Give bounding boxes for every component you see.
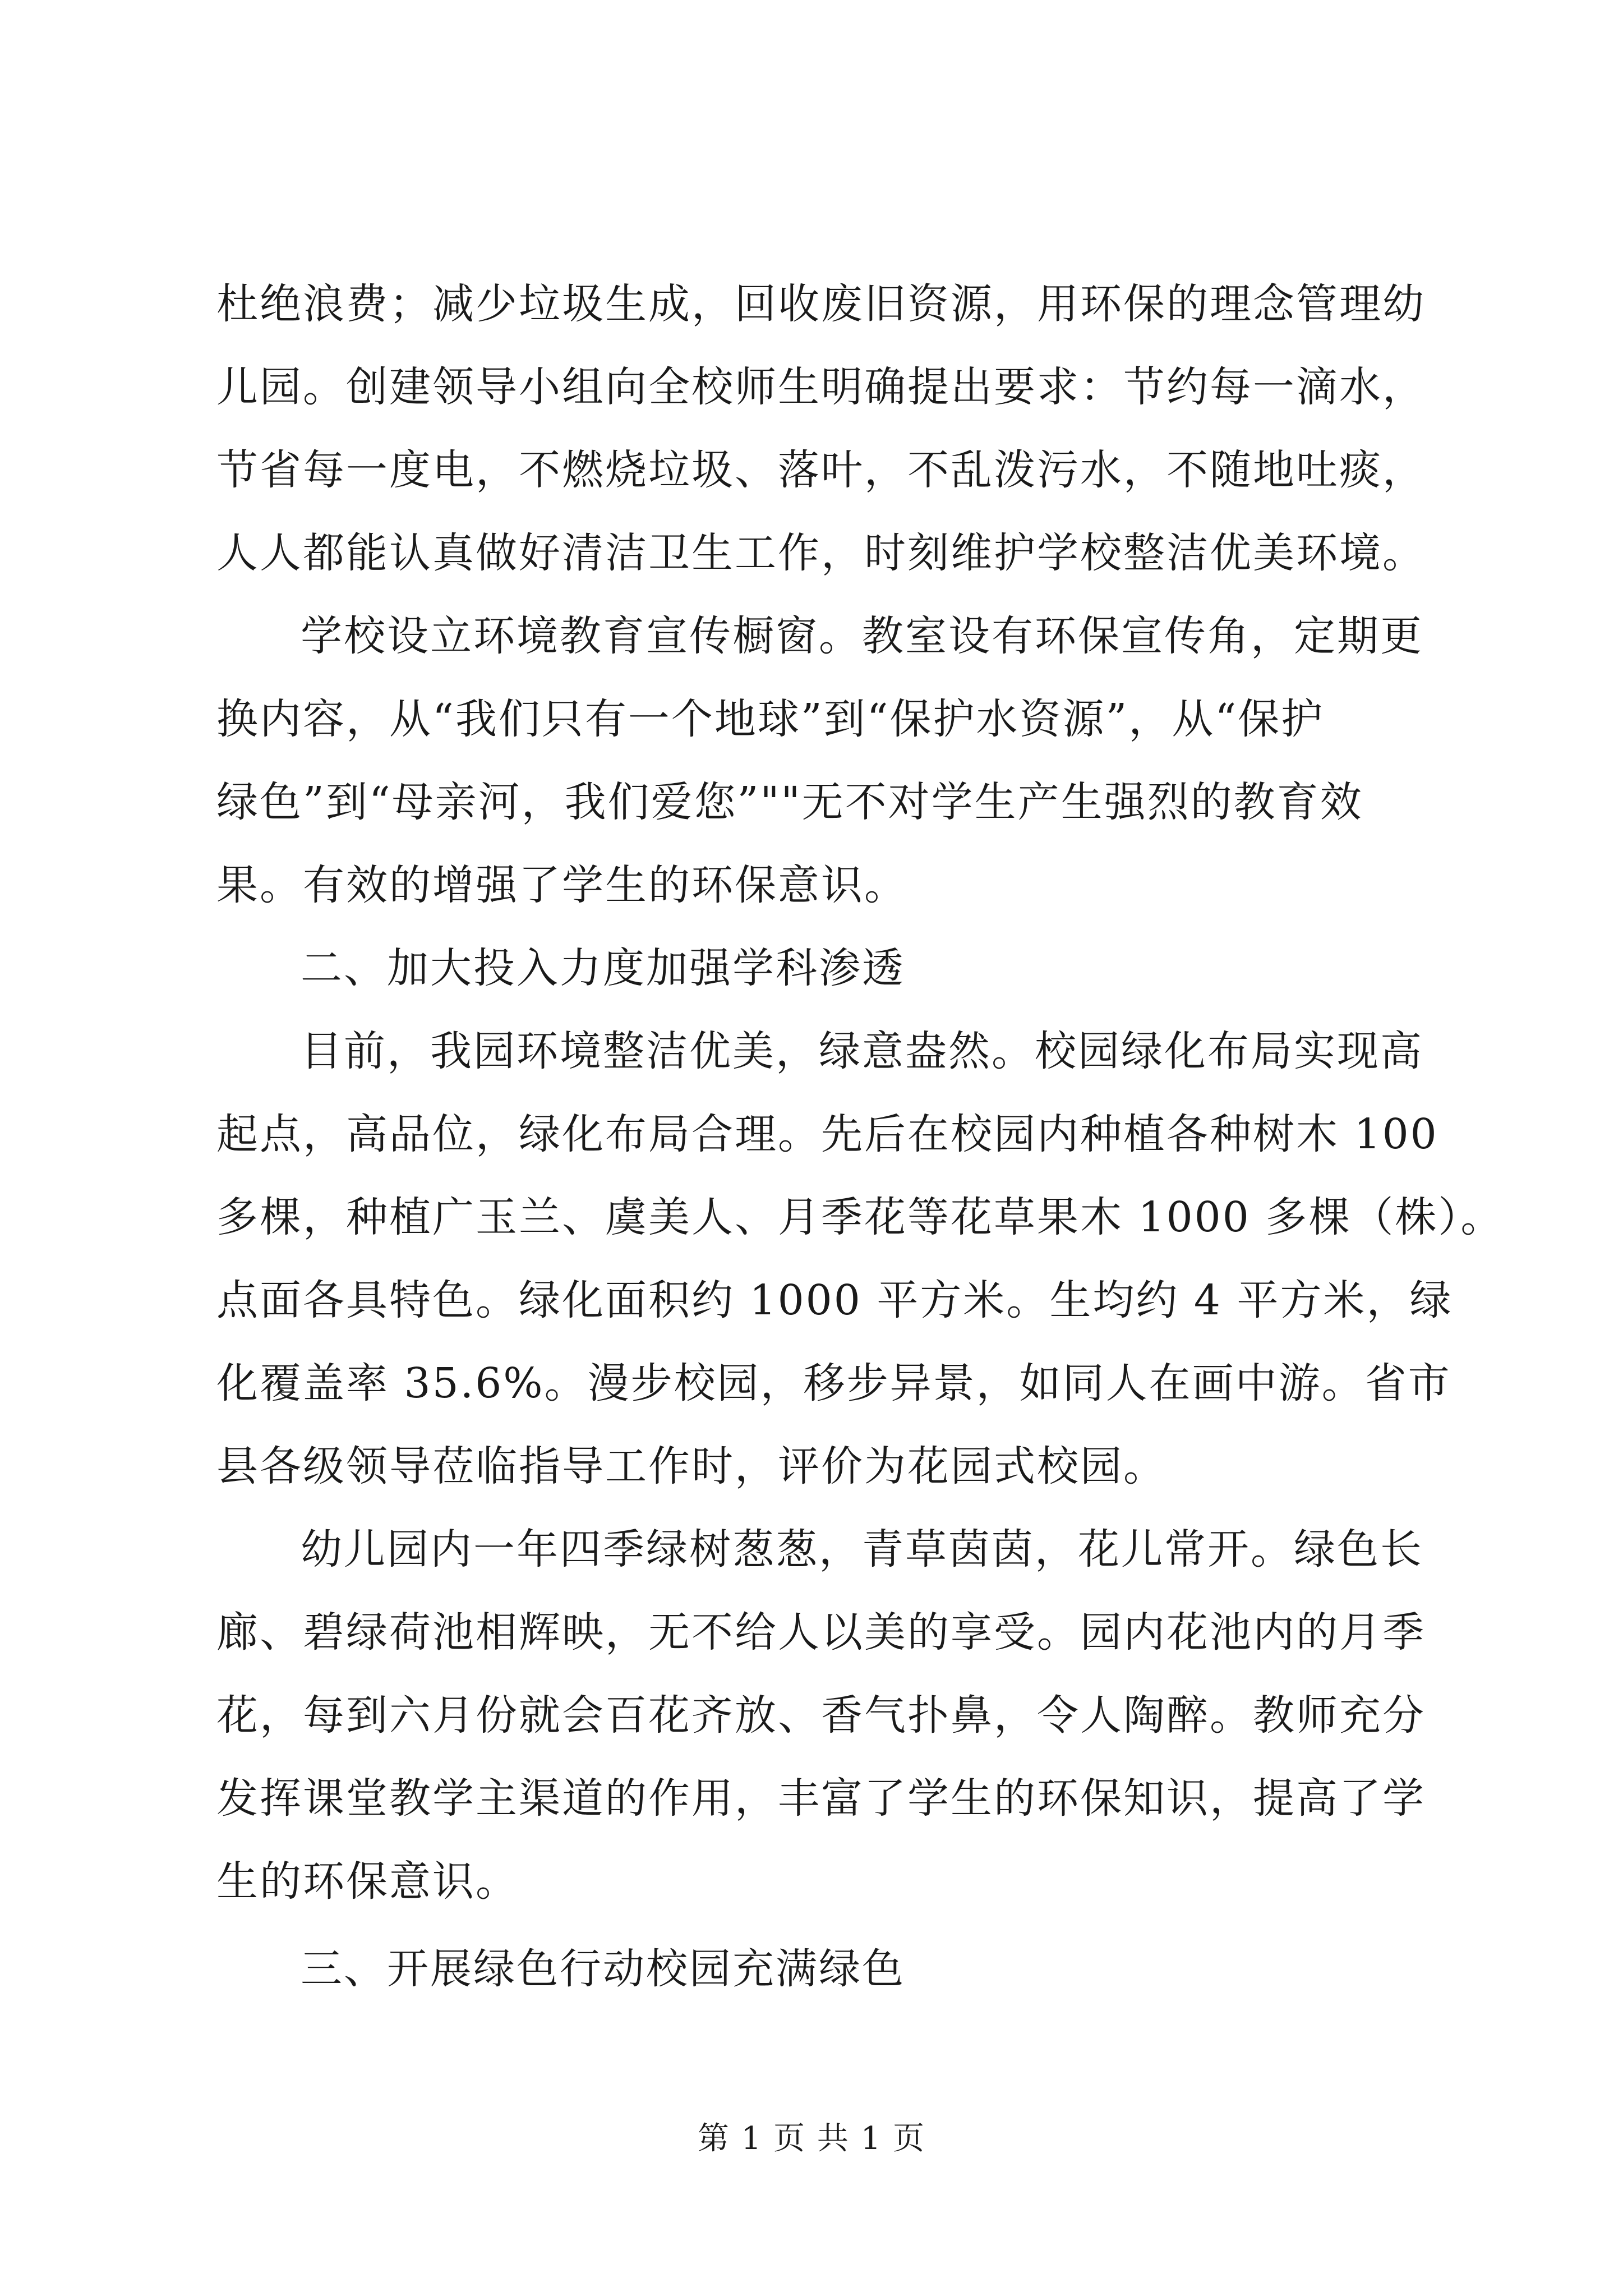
text-line: 廊、碧绿荷池相辉映，无不给人以美的享受。园内花池内的月季 bbox=[216, 1608, 1426, 1657]
page-footer bbox=[0, 2119, 1623, 2159]
paragraph bbox=[216, 1508, 1450, 1923]
text-line: 县各级领导莅临指导工作时，评价为花园式校园。 bbox=[216, 1442, 1166, 1490]
paragraph-continuation bbox=[216, 263, 1450, 595]
text-line: 花，每到六月份就会百花齐放、香气扑鼻，令人陶醉。教师充分 bbox=[216, 1691, 1426, 1740]
text-line: 多棵，种植广玉兰、虞美人、月季花等花草果木 1000 多棵（株）。 bbox=[216, 1193, 1504, 1241]
text-line: 目前，我园环境整洁优美，绿意盎然。校园绿化布局实现高 bbox=[301, 1027, 1423, 1075]
paragraph bbox=[216, 1010, 1504, 1508]
paragraph bbox=[216, 595, 1450, 927]
text-line: 起点，高品位，绿化布局合理。先后在校园内种植各种树木 100 bbox=[216, 1110, 1438, 1158]
text-line: 生的环保意识。 bbox=[216, 1857, 519, 1906]
text-line: 换内容，从“我们只有一个地球”到“保护水资源”，从“保护 bbox=[216, 695, 1325, 743]
document-body bbox=[216, 263, 1504, 2010]
text-line: 节省每一度电，不燃烧垃圾、落叶，不乱泼污水，不随地吐痰， bbox=[216, 446, 1426, 494]
spacer bbox=[216, 1923, 1450, 1927]
section-heading bbox=[216, 1927, 1450, 2010]
heading-text: 二、加大投入力度加强学科渗透 bbox=[301, 944, 905, 992]
text-line: 儿园。创建领导小组向全校师生明确提出要求：节约每一滴水， bbox=[216, 363, 1426, 411]
text-line: 学校设立环境教育宣传橱窗。教室设有环保宣传角，定期更 bbox=[301, 612, 1423, 660]
text-line: 点面各具特色。绿化面积约 1000 平方米。生均约 4 平方米，绿 bbox=[216, 1276, 1453, 1324]
page-number-label: 第 1 页 共 1 页 bbox=[697, 2120, 926, 2157]
text-line: 化覆盖率 35.6%。漫步校园，移步异景，如同人在画中游。省市 bbox=[216, 1359, 1451, 1407]
text-line: 发挥课堂教学主渠道的作用，丰富了学生的环保知识，提高了学 bbox=[216, 1774, 1426, 1823]
text-line: 杜绝浪费；减少垃圾生成，回收废旧资源，用环保的理念管理幼 bbox=[216, 280, 1426, 328]
section-heading bbox=[216, 927, 1450, 1010]
text-line: 果。有效的增强了学生的环保意识。 bbox=[216, 861, 907, 909]
text-line: 绿色”到“母亲河，我们爱您”""无不对学生产生强烈的教育效 bbox=[216, 778, 1363, 826]
text-line: 人人都能认真做好清洁卫生工作，时刻维护学校整洁优美环境。 bbox=[216, 529, 1426, 577]
heading-text: 三、开展绿色行动校园充满绿色 bbox=[301, 1945, 905, 1993]
text-line: 幼儿园内一年四季绿树葱葱，青草茵茵，花儿常开。绿色长 bbox=[301, 1525, 1423, 1573]
